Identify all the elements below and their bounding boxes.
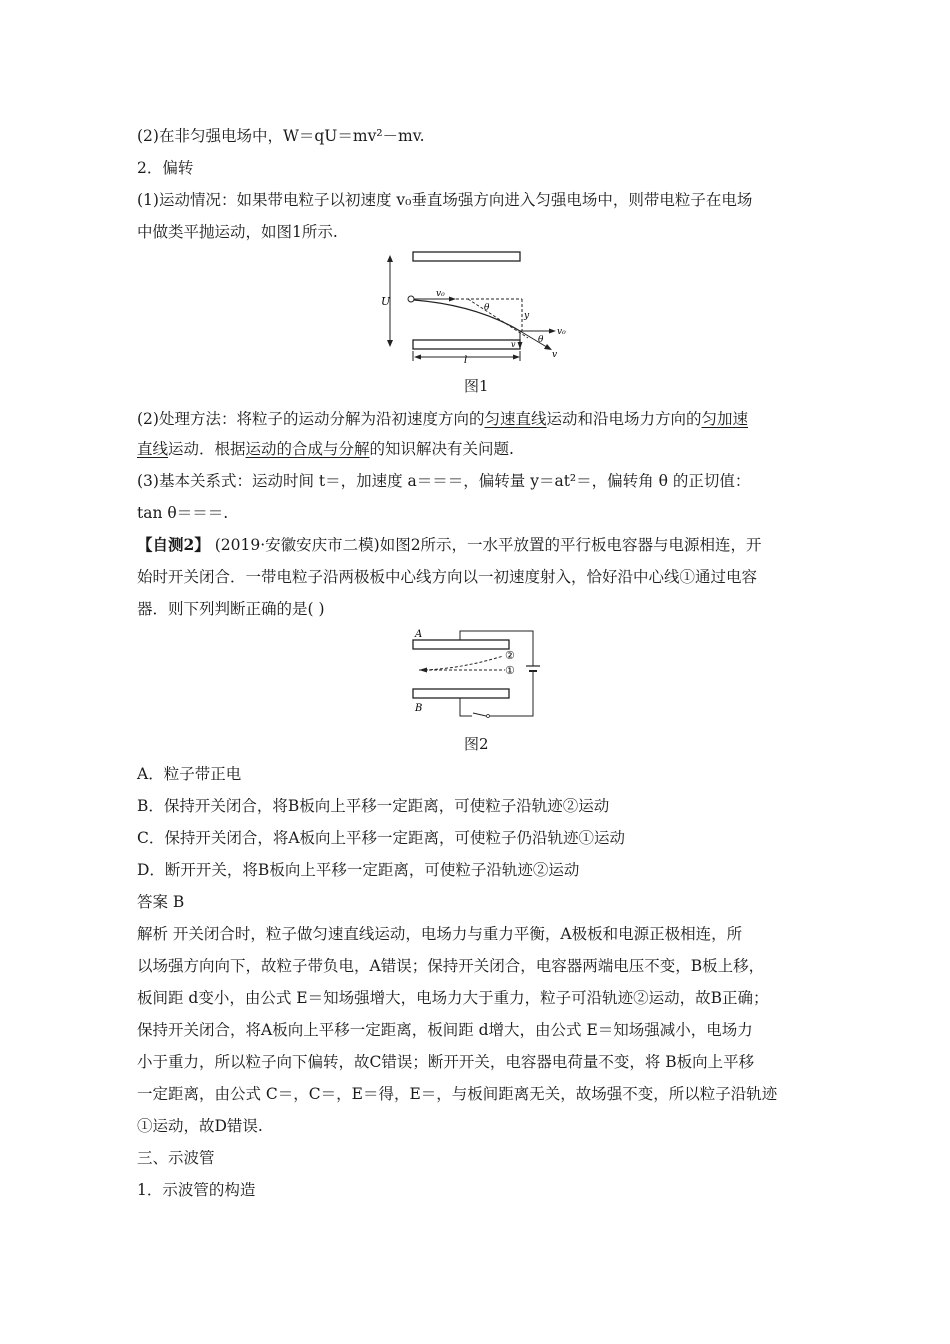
label-v: v: [552, 350, 558, 360]
paragraph-relations-line1: (3)基本关系式：运动时间 t＝，加速度 a＝＝＝，偏转量 y＝at²＝，偏转角 θ 的正切值：: [137, 472, 751, 490]
option-D: D．断开开关，将B板向上平移一定距离，可使粒子沿轨迹②运动: [137, 861, 580, 879]
analysis-line-3: 板间距 d变小，由公式 E＝知场强增大，电场力大于重力，粒子可沿轨迹②运动，故B正确；: [137, 989, 769, 1007]
method-underline-2: 匀加速: [701, 410, 749, 428]
label-A: A: [415, 629, 423, 640]
label-B: B: [415, 703, 423, 714]
label-vy: v: [511, 340, 516, 349]
label-trajectory-2: ②: [505, 649, 515, 662]
figure-2-capacitor-diagram: [405, 624, 550, 724]
analysis-line-5: 小于重力，所以粒子向下偏转，故C错误；断开开关，电容器电荷量不变，将 B板向上平移: [137, 1053, 755, 1071]
method-text-b: 运动和沿电场力方向的: [546, 410, 702, 428]
paragraph-nonuniform-field: (2)在非匀强电场中，W＝qU＝mv²－mv.: [137, 127, 425, 145]
method-underline-3: 直线: [137, 440, 169, 458]
label-U: U: [381, 295, 391, 308]
label-theta-right: θ: [538, 335, 544, 345]
resultant-velocity-arrow: [520, 331, 550, 349]
figure-1-caption: 图1: [464, 377, 489, 395]
trajectory-curve: [414, 300, 520, 331]
paragraph-method-line1: [137, 409, 748, 429]
method-text-a: (2)处理方法：将粒子的运动分解为沿初速度方向的: [137, 410, 485, 428]
switch-contact: [487, 715, 490, 718]
analysis-line-4: 保持开关闭合，将A板向上平移一定距离，板间距 d增大，由公式 E＝知场强减小，电场力: [137, 1021, 753, 1039]
label-theta-top: θ: [484, 303, 490, 313]
label-trajectory-1: ①: [505, 664, 515, 677]
question-line3: 器．则下列判断正确的是( ): [137, 600, 325, 618]
paragraph-motion-line2: 中做类平抛运动，如图1所示.: [137, 223, 338, 241]
question-line2: 始时开关闭合．一带电粒子沿两极板中心线方向以一初速度射入，恰好沿中心线①通过电容: [137, 568, 758, 586]
option-B: B．保持开关闭合，将B板向上平移一定距离，可使粒子沿轨迹②运动: [137, 797, 610, 815]
option-C: C．保持开关闭合，将A板向上平移一定距离，可使粒子仍沿轨迹①运动: [137, 829, 626, 847]
analysis-line-6: 一定距离，由公式 C＝，C＝，E＝得，E＝，与板间距离无关，故场强不变，所以粒子沿轨迹: [137, 1085, 778, 1103]
label-v0-top: v₀: [436, 289, 445, 299]
switch-lever: [473, 713, 486, 716]
label-y: y: [524, 311, 530, 321]
method-text-d: 的知识解决有关问题.: [369, 440, 514, 458]
figure-2-caption: 图2: [464, 735, 489, 753]
question-text-a: (2019·安徽安庆市二模)如图2所示，一水平放置的平行板电容器与电源相连，开: [209, 536, 762, 554]
method-text-c: 运动．根据: [168, 440, 246, 458]
label-l: l: [464, 355, 468, 365]
figure-1-deflection-diagram: [378, 245, 588, 365]
analysis-line-1: 解析 开关闭合时，粒子做匀速直线运动，电场力与重力平衡，A极板和电源正极相连，所: [137, 925, 743, 943]
upper-plate: [413, 252, 520, 261]
paragraph-relations-line2: tan θ＝＝＝.: [137, 504, 229, 522]
particle-source: [408, 296, 414, 302]
option-A: A．粒子带正电: [137, 765, 242, 783]
label-v0-right: v₀: [557, 327, 566, 337]
question-tag: 【自测2】: [137, 535, 210, 554]
method-underline-4: 运动的合成与分解: [245, 440, 370, 458]
analysis-line-2: 以场强方向向下，故粒子带负电，A错误；保持开关闭合，电容器两端电压不变，B板上移，: [137, 957, 765, 975]
question-line1: [137, 535, 762, 555]
plate-B: [413, 689, 509, 698]
trajectory-2: [425, 656, 503, 670]
lower-plate: [413, 340, 520, 349]
paragraph-motion-line1: (1)运动情况：如果带电粒子以初速度 v₀垂直场强方向进入匀强电场中，则带电粒子在电场: [137, 191, 753, 209]
heading-deflection: 2．偏转: [137, 159, 194, 177]
method-underline-1: 匀速直线: [484, 410, 547, 428]
heading-oscilloscope-structure: 1．示波管的构造: [137, 1181, 256, 1199]
paragraph-method-line2: [137, 439, 514, 459]
circuit-wire-bottom: [490, 671, 533, 716]
extension-dashed-line: [468, 299, 528, 338]
heading-oscilloscope: 三、示波管: [137, 1149, 215, 1167]
plate-A: [413, 640, 509, 649]
answer: 答案 B: [137, 893, 185, 911]
analysis-line-7: ①运动，故D错误.: [137, 1117, 263, 1135]
